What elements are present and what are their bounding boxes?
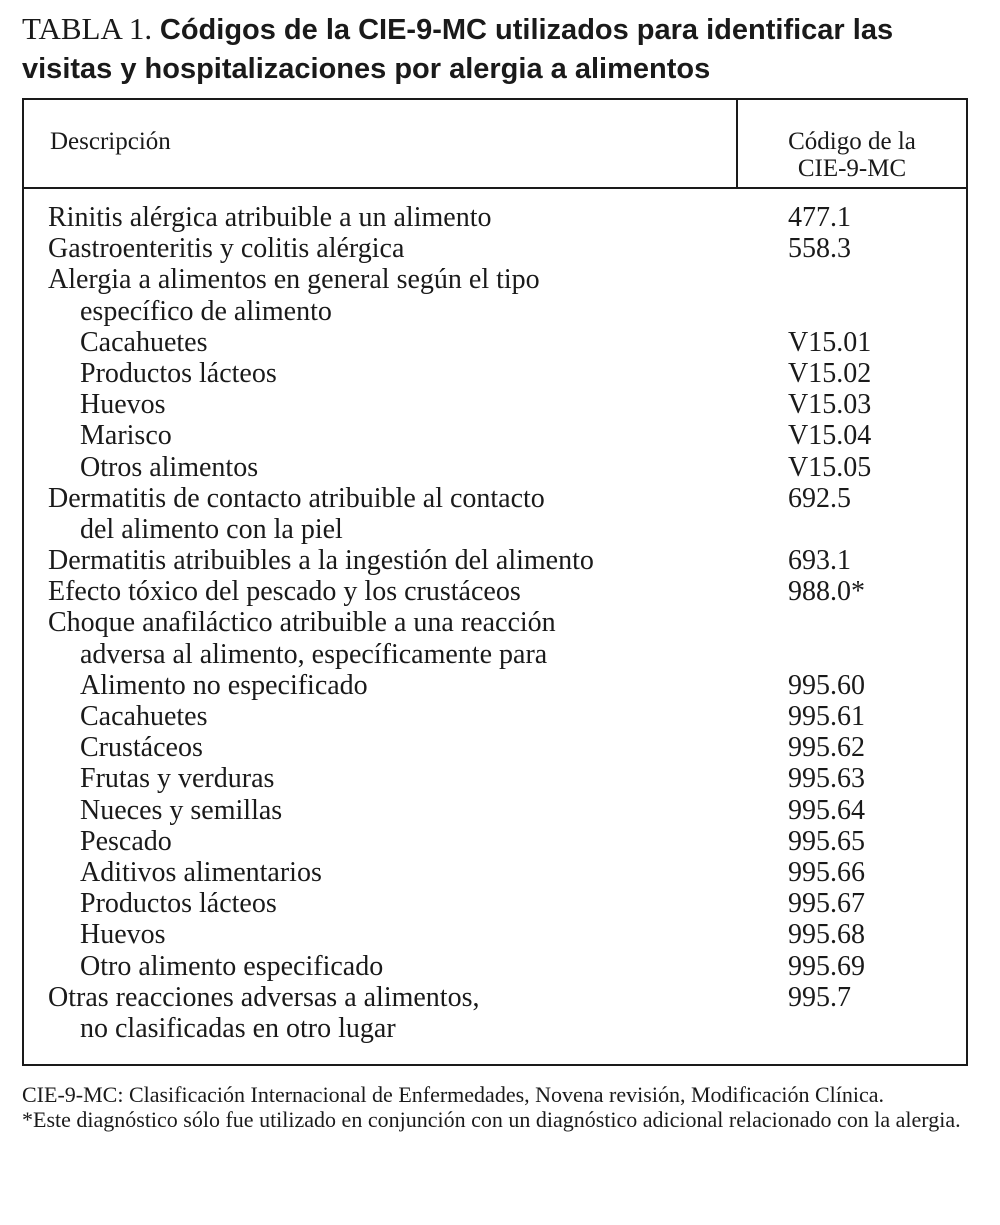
header-divider — [24, 187, 966, 189]
row-description: Cacahuetes — [80, 326, 208, 358]
table-row — [24, 732, 966, 763]
row-code — [764, 264, 966, 295]
header-code-line2: CIE-9-MC — [797, 155, 907, 182]
row-description: Pescado — [80, 825, 172, 857]
row-description: Choque anafiláctico atribuible a una reacción — [48, 607, 556, 639]
footnote-asterisk: *Este diagnóstico sólo fue utilizado en conjunción con un diagnóstico adicional relacionado con la alergia. — [22, 1107, 961, 1132]
row-description: Huevos — [80, 389, 166, 421]
row-code: 988.0* — [788, 576, 865, 608]
table-row — [24, 327, 966, 358]
row-code — [764, 639, 966, 670]
row-description: Nueces y semillas — [80, 794, 283, 826]
header-code — [738, 128, 966, 182]
table-row — [24, 420, 966, 451]
row-code — [764, 296, 966, 327]
table-row — [24, 233, 966, 264]
row-code: 995.66 — [788, 856, 865, 888]
table-row — [24, 264, 966, 295]
codes-table — [22, 98, 968, 1066]
row-description: Alergia a alimentos en general según el tipo — [48, 264, 540, 296]
row-description: Crustáceos — [80, 732, 203, 764]
row-description: Aditivos alimentarios — [80, 856, 322, 888]
row-code — [764, 1013, 966, 1044]
row-code: V15.04 — [788, 420, 872, 452]
row-code — [764, 514, 966, 545]
row-description: Marisco — [80, 420, 172, 452]
row-description: del alimento con la piel — [80, 513, 343, 545]
row-code: 995.62 — [788, 732, 865, 764]
row-description: Frutas y verduras — [80, 763, 275, 795]
row-description: Rinitis alérgica atribuible a un alimento — [48, 202, 492, 233]
table-row — [24, 670, 966, 701]
row-description: Dermatitis de contacto atribuible al contacto — [48, 482, 545, 514]
table-row — [24, 982, 966, 1013]
row-description: Productos lácteos — [80, 357, 277, 389]
table-row — [24, 701, 966, 732]
table-row — [24, 545, 966, 576]
table-row — [24, 951, 966, 982]
row-code: 995.7 — [788, 981, 851, 1013]
row-code: V15.03 — [788, 389, 872, 421]
row-description: Productos lácteos — [80, 888, 277, 920]
row-description: Gastroenteritis y colitis alérgica — [48, 233, 405, 265]
table-row — [24, 888, 966, 919]
row-code: 558.3 — [788, 233, 851, 265]
row-code: 477.1 — [788, 202, 851, 233]
row-description: Cacahuetes — [80, 701, 208, 732]
row-description: específico de alimento — [80, 295, 332, 327]
row-code: 995.60 — [788, 669, 865, 701]
row-code: 995.64 — [788, 794, 865, 826]
row-description: Otro alimento especificado — [80, 950, 384, 982]
row-code: 995.68 — [788, 919, 865, 951]
row-code — [764, 607, 966, 638]
table-row — [24, 202, 966, 233]
row-code: 995.67 — [788, 888, 865, 920]
table-row — [24, 763, 966, 794]
table-row — [24, 358, 966, 389]
row-code: 692.5 — [788, 482, 851, 514]
row-description: no clasificadas en otro lugar — [80, 1012, 396, 1044]
table-footnotes — [22, 1082, 968, 1132]
table-row — [24, 607, 966, 638]
row-code: 995.65 — [788, 825, 865, 857]
table-row — [24, 514, 966, 545]
header-description: Descripción — [50, 128, 171, 155]
table-row — [24, 296, 966, 327]
table-row — [24, 857, 966, 888]
row-description: adversa al alimento, específicamente para — [80, 638, 548, 670]
table-row — [24, 795, 966, 826]
table-caption: Códigos de la CIE-9-MC utilizados para identificar las visitas y hospitalizaciones por alergia a alimentos — [22, 14, 894, 85]
footnote-abbreviation: CIE-9-MC: Clasificación Internacional de Enfermedades, Novena revisión, Modificación Clínica. — [22, 1082, 884, 1107]
table-row — [24, 452, 966, 483]
table-row — [24, 919, 966, 950]
row-code: 995.69 — [788, 950, 865, 982]
table-row — [24, 483, 966, 514]
row-description: Otros alimentos — [80, 451, 259, 483]
table-number: TABLA 1. — [22, 11, 153, 46]
row-code: V15.05 — [788, 451, 872, 483]
table-row — [24, 389, 966, 420]
table-row — [24, 1013, 966, 1044]
row-description: Dermatitis atribuibles a la ingestión del alimento — [48, 545, 594, 577]
row-description: Alimento no especificado — [80, 669, 368, 701]
table-title — [22, 10, 982, 88]
table-row — [24, 576, 966, 607]
table-body — [24, 202, 966, 1044]
row-description: Efecto tóxico del pescado y los crustáceos — [48, 576, 521, 608]
row-code: 995.63 — [788, 763, 865, 795]
row-code: V15.02 — [788, 357, 872, 389]
row-code: 693.1 — [788, 545, 851, 577]
row-code: 995.61 — [788, 701, 865, 732]
row-description: Huevos — [80, 919, 166, 951]
table-row — [24, 826, 966, 857]
header-code-line1: Código de la — [788, 128, 916, 155]
row-description: Otras reacciones adversas a alimentos, — [48, 981, 480, 1013]
row-code: V15.01 — [788, 326, 872, 358]
table-row — [24, 639, 966, 670]
